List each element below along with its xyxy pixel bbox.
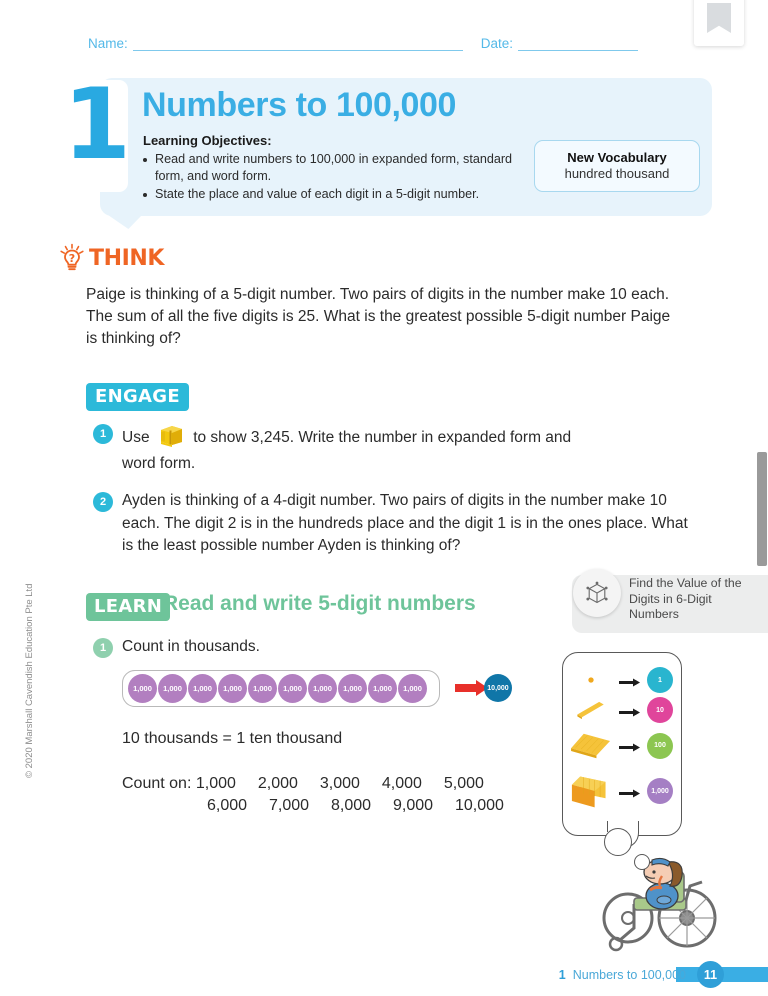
thousand-circle: 1,000 [308, 674, 337, 703]
thousand-circle: 1,000 [248, 674, 277, 703]
new-vocabulary-box [534, 140, 700, 192]
count-on-value: 7,000 [269, 797, 310, 814]
footer-title [559, 968, 686, 982]
count-on-value: 2,000 [257, 775, 298, 792]
place-value-block-icon [158, 424, 185, 448]
count-on-value: 8,000 [331, 797, 372, 814]
new-vocabulary-word: hundred thousand [564, 166, 670, 181]
count-on-value: 1,000 [195, 775, 236, 792]
arrow-right-icon [619, 740, 641, 751]
thousand-circle: 1,000 [128, 674, 157, 703]
engage-item-1-number: 1 [93, 424, 113, 444]
count-on-value: 4,000 [381, 775, 422, 792]
engage-item-2-text: Ayden is thinking of a 4-digit number. Two pairs of digits in the number make 10 each. The digit 2 is in the hundreds place and the digit 1 is in the ones place. What is the least possible number Ayden is thinking of? [122, 492, 688, 554]
think-body: Paige is thinking of a 5-digit number. Two pairs of digits in the number make 10 each. The sum of all the five digits is 25. What is the greatest possible 5-digit number Paige is thinking of? [86, 286, 671, 347]
flat-block-icon [563, 731, 619, 760]
cube-block-icon [563, 771, 619, 811]
page-number: 11 [697, 961, 724, 988]
count-on-value: 9,000 [393, 797, 434, 814]
engage-item-1-line2: word form. [122, 455, 196, 472]
chapter-number-badge [62, 68, 130, 192]
bookmark-card[interactable] [694, 0, 744, 46]
unit-block-icon [563, 675, 619, 685]
place-value-panel [562, 652, 682, 836]
thousand-circle: 1,000 [278, 674, 307, 703]
list-item: State the place and value of each digit in a 5-digit number. [143, 186, 543, 203]
engage-item-1-text-after: to show 3,245. Write the number in expanded form and [193, 429, 572, 446]
ten-thousand-circle: 10,000 [484, 674, 512, 702]
thousand-circle: 1,000 [188, 674, 217, 703]
thought-bubble-large [604, 828, 632, 856]
think-label: THINK [89, 245, 165, 271]
scrollbar-thumb[interactable] [757, 452, 767, 566]
cube-resource-icon[interactable] [573, 569, 621, 617]
resource-tab-label: Find the Value of the Digits in 6-Digit Numbers [629, 576, 742, 621]
learning-objectives-list [143, 151, 543, 205]
lightbulb-icon [57, 243, 87, 273]
arrow-right-icon [619, 705, 641, 716]
arrow-right-icon [619, 786, 641, 797]
count-on-value: 3,000 [319, 775, 360, 792]
arrow-right-icon [619, 675, 641, 686]
learn-heading: Read and write 5-digit numbers [163, 592, 476, 615]
date-label: Date: [480, 36, 514, 51]
count-on-label: Count on: [122, 775, 192, 792]
footer-chapter-title: Numbers to 100,000 [572, 968, 686, 982]
page-scrollbar[interactable] [756, 0, 768, 996]
place-value-1000: 1,000 [647, 778, 673, 804]
learn-item-1-text: Count in thousands. [122, 638, 260, 655]
thousand-circles-group [122, 670, 440, 707]
learn-item-1-number: 1 [93, 638, 113, 658]
count-on-value: 5,000 [443, 775, 484, 792]
learning-objectives-label: Learning Objectives: [143, 133, 272, 148]
count-on-row-2 [207, 795, 517, 817]
thousand-circle: 1,000 [158, 674, 187, 703]
student-in-wheelchair-illustration [590, 856, 730, 956]
equation-line: 10 thousands = 1 ten thousand [122, 730, 343, 747]
thousand-circle: 1,000 [338, 674, 367, 703]
place-value-10: 10 [647, 697, 673, 723]
place-value-100: 100 [647, 733, 673, 759]
name-label: Name: [88, 36, 128, 51]
count-on-value: 6,000 [207, 797, 248, 814]
engage-label: ENGAGE [86, 383, 189, 411]
count-on-row-1 [196, 773, 506, 795]
think-heading [57, 243, 164, 273]
place-value-1: 1 [647, 667, 673, 693]
learn-label: LEARN [86, 593, 170, 621]
rod-block-icon [563, 700, 619, 720]
name-input[interactable] [133, 37, 463, 51]
name-date-row [88, 36, 700, 51]
count-on-section [122, 773, 517, 817]
engage-item-2-number: 2 [93, 492, 113, 512]
list-item: Read and write numbers to 100,000 in expanded form, standard form, and word form. [143, 151, 543, 184]
svg-text:?: ? [68, 252, 76, 265]
date-input[interactable] [518, 37, 638, 51]
engage-item-1-text [122, 424, 682, 450]
footer-chapter: 1 [558, 968, 566, 982]
thousand-circle: 1,000 [218, 674, 247, 703]
thousand-circle: 1,000 [398, 674, 427, 703]
copyright-text: © 2020 Marshall Cavendish Education Pte Ltd [24, 583, 35, 778]
new-vocabulary-title: New Vocabulary [567, 150, 667, 165]
thought-bubble-small [634, 854, 650, 870]
chapter-number: 1 [62, 68, 130, 182]
count-on-value: 10,000 [455, 797, 504, 814]
bookmark-icon [707, 3, 731, 33]
thousand-circle: 1,000 [368, 674, 397, 703]
page-title: Numbers to 100,000 [142, 86, 457, 124]
engage-item-1-text-before: Use [122, 429, 150, 446]
